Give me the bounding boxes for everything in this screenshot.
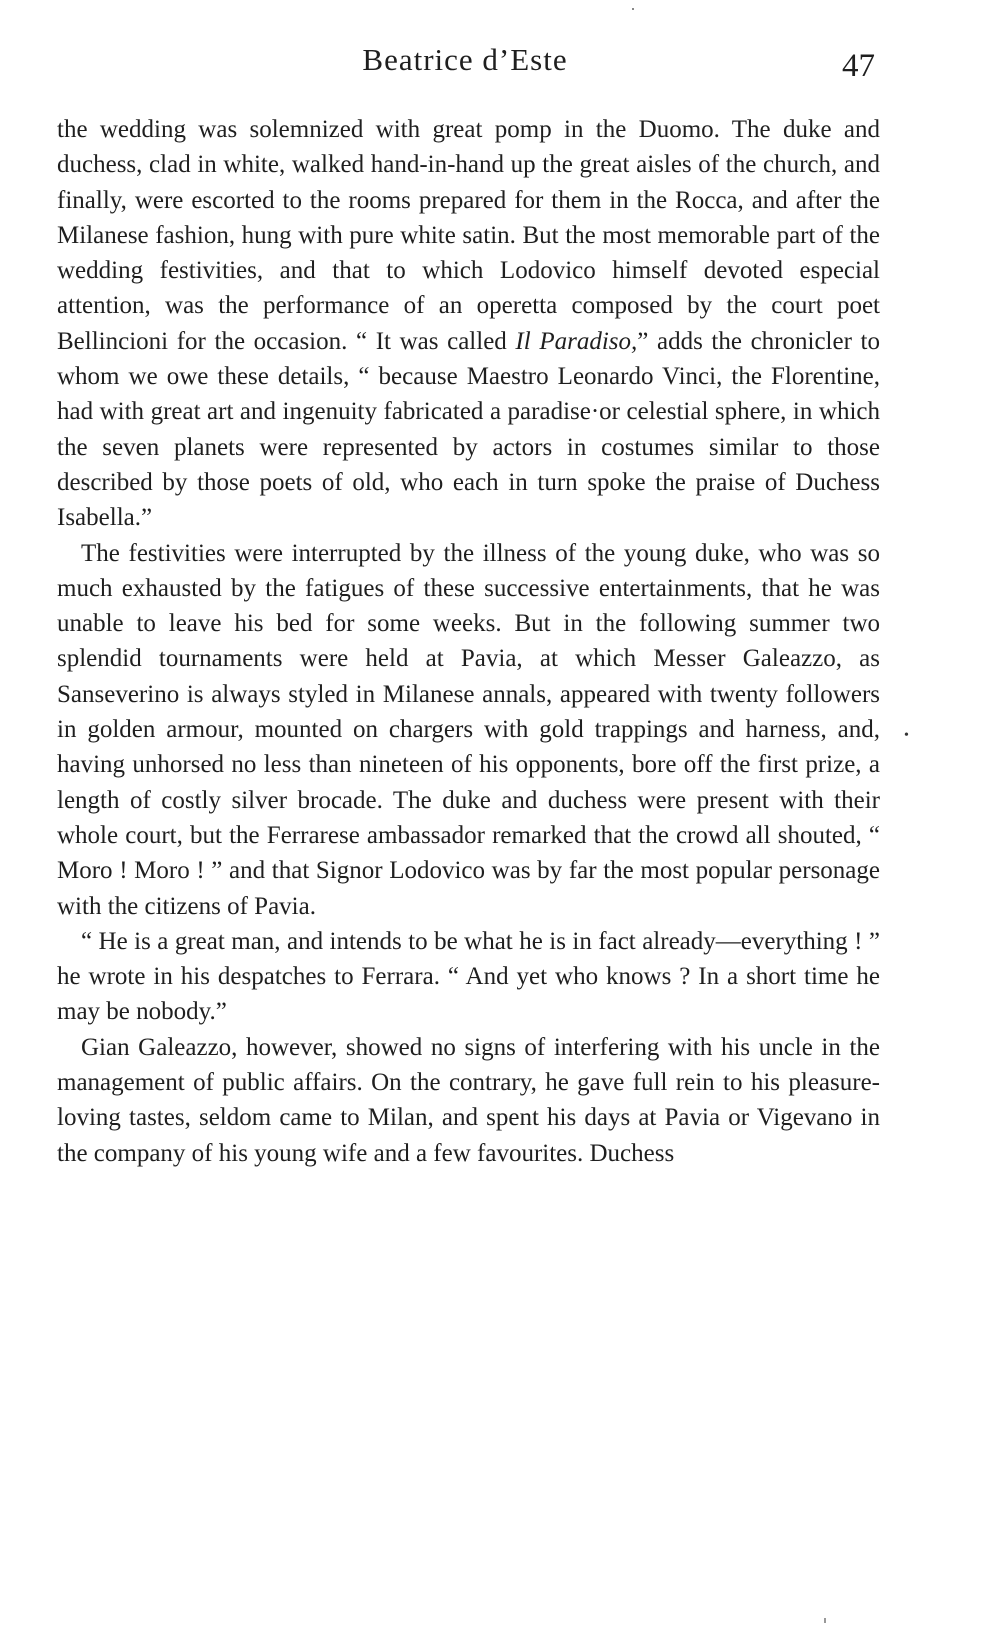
margin-mark: • — [904, 728, 909, 743]
paragraph-2: The festivities were interrupted by the illness of the young duke, who was so much exhausted by the fatigues of these successive entertainments, that he was unable to leave his bed for some weeks. But in the following summer two splendid tournaments were held at Pavia, at which Messer Galeazzo, as Sanseverino is always styled in Milanese annals, appeared with twenty followers in golden armour, mounted on chargers with gold trappings and harness, and, having unhorsed no less than nineteen of his opponents, bore off the first prize, a length of costly silver brocade. The duke and duchess were present with their whole court, but the Ferrarese ambassador remarked that the crowd all shouted, “ Moro ! Moro ! ” and that Signor Lodovico was by far the most popular personage with the citizens of Pavia. — [57, 539, 880, 920]
paragraph-3: “ He is a great man, and intends to be what he is in fact already—everything ! ” he wrote in his despatches to Ferrara. “ And yet who knows ? In a short time he may be nobody.” — [57, 927, 880, 1026]
paragraph-4: Gian Galeazzo, however, showed no signs of interfering with his uncle in the management of public affairs. On the contrary, he gave full rein to his pleasure-loving tastes, seldom came to Milan, and spent his days at Pavia or Vigevano in the company of his young wife and a few favourites. Duchess — [57, 1033, 880, 1167]
paragraph-1-text-a: the wedding was solemnized with great pomp in the Duomo. The duke and duchess, clad in white, walked hand-in-hand up the great aisles of the church, and finally, were escorted to the rooms prepared for them in the Rocca, and after the Milanese fashion, hung with pure white satin. But the most memorable part of the wedding festivities, and that to which Lodovico himself devoted especial attention, was the performance of an operetta composed by the court poet Bellincioni for the occasion. “ It was called — [57, 116, 880, 355]
body-text — [57, 112, 880, 1171]
header-title: Beatrice d’Este — [362, 42, 568, 77]
scan-speck — [824, 1618, 826, 1623]
paragraph-1 — [57, 112, 880, 536]
page-number: 47 — [842, 48, 875, 84]
running-header — [55, 42, 875, 86]
scan-speck — [632, 8, 634, 10]
paragraph-1-text-b: ” adds the chronicler to whom we owe these details, “ because Maestro Leonardo Vinci, the Florentine, had with great art and ingenuity fabricated a paradise·or celestial sphere, in which the seven planets were represented by actors in costumes similar to those described by those poets of old, who each in turn spoke the praise of Duchess Isabella.” — [57, 327, 880, 532]
paragraph-1-italic-title: Il Paradiso, — [515, 327, 638, 355]
